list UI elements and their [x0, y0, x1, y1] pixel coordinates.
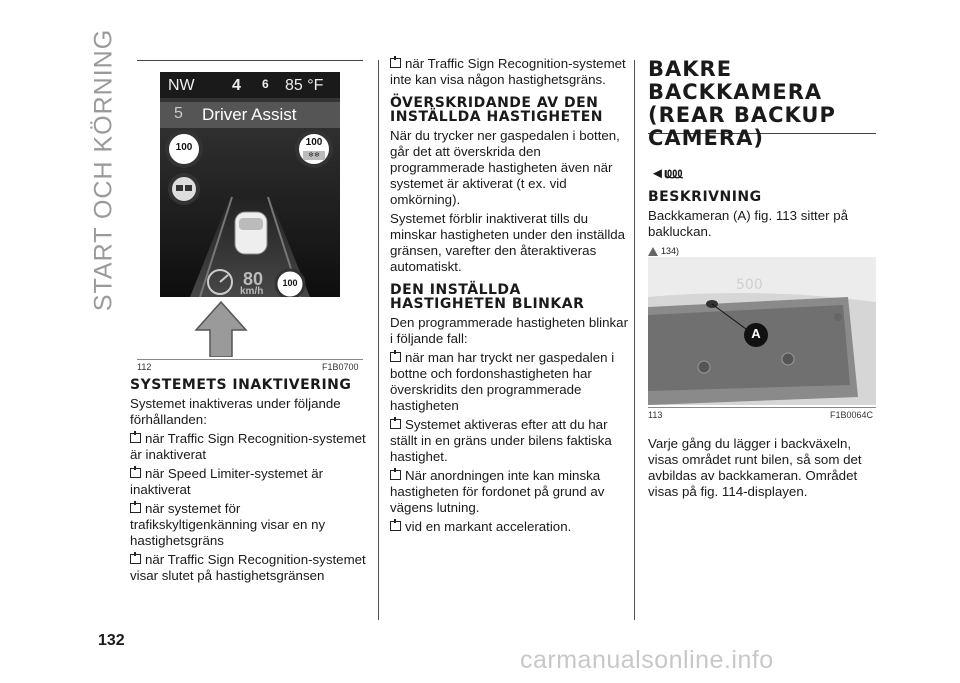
col1-intro: Systemet inaktiveras under följande förhållanden:	[130, 396, 341, 427]
list-item: när Traffic Sign Recognition-systemet visar slutet på hastighetsgränsen	[130, 552, 366, 583]
list-item: Systemet aktiveras efter att du har ställt in en gräns under bilens faktiska hastighet.	[390, 417, 612, 464]
list-item: När anordningen inte kan minska hastigheten för fordonet på grund av vägens lutning.	[390, 468, 605, 515]
figure-112-code: F1B0700	[322, 362, 359, 372]
figure-112-number: 112	[137, 362, 152, 372]
bullet-icon	[390, 419, 401, 429]
heading-overskridande: ÖVERSKRIDANDE AV DEN INSTÄLLDA HASTIGHETEN	[390, 95, 603, 125]
figure-113-rule	[648, 407, 876, 408]
speed-sign-bottom: 100	[282, 278, 298, 288]
column-divider-2	[634, 60, 635, 620]
bullet-icon	[390, 521, 401, 531]
callout-label-a: A	[751, 326, 761, 341]
warning-triangle-icon	[648, 247, 658, 256]
display-gear: 4	[232, 77, 241, 94]
bullet-icon	[130, 468, 141, 478]
bullet-icon	[390, 352, 401, 362]
col2-para3: Den programmerade hastigheten blinkar i följande fall:	[390, 315, 628, 346]
display-gear2: 6	[262, 77, 269, 91]
page-number: 132	[98, 632, 125, 649]
list-item: när Speed Limiter-systemet är inaktiverat	[130, 466, 324, 497]
display-heading: NW	[168, 77, 195, 94]
figure-112-rule	[137, 359, 363, 360]
list-item: vid en markant acceleration.	[390, 519, 630, 535]
svg-text:500: 500	[736, 277, 763, 293]
display-unit: km/h	[240, 286, 264, 297]
bullet-icon	[130, 503, 141, 513]
col3-para2: Varje gång du lägger i backväxeln, visas området runt bilen, så som det avbildas av backkameran. Området visas på fig. 114-displayen.	[648, 436, 862, 499]
display-speed: 80	[243, 269, 264, 289]
bullet-icon	[130, 433, 141, 443]
col3-para1: Backkameran (A) fig. 113 sitter på bakluckan.	[648, 208, 849, 239]
warning-note-1: 134)	[648, 243, 878, 259]
list-item: när Traffic Sign Recognition-systemet inte kan visa någon hastighetsgräns.	[390, 56, 626, 87]
watermark-text: carmanualsonline.info	[520, 646, 774, 674]
col2-para2: Systemet förblir inaktiverat tills du minskar hastigheten under den inställda gränsen, varefter den återaktiveras automatiskt.	[390, 211, 626, 274]
heading-systemets-inaktivering: SYSTEMETS INAKTIVERING	[130, 377, 352, 393]
figure-112-image	[160, 72, 340, 357]
column-divider-1	[378, 60, 379, 620]
display-menu-title: Driver Assist	[202, 105, 297, 124]
chapter-side-title: START OCH KÖRNING	[89, 28, 118, 312]
column-1	[130, 378, 370, 587]
display-temperature: 85 °F	[285, 77, 324, 94]
speed-sign-left: 100	[175, 142, 193, 153]
figure-113-code: F1B0064C	[830, 410, 874, 420]
list-item: när Traffic Sign Recognition-systemet är inaktiverat	[130, 431, 366, 462]
list-item: när man har tryckt ner gaspedalen i bottne och fordonshastigheten har överskridits den programmerade hastigheten	[390, 350, 615, 413]
snowflake-icon: ❄❄	[303, 151, 325, 160]
speed-sign-right: 100	[305, 137, 323, 148]
top-rule-col1	[137, 60, 363, 61]
list-item: när systemet för trafikskyltigenkänning visar en ny hastighetsgräns	[130, 501, 326, 548]
figure-113-number: 113	[648, 410, 663, 420]
column-3-bottom	[648, 436, 878, 503]
camera-icon: ◄ɩ⅏	[650, 165, 682, 182]
bullet-icon	[390, 470, 401, 480]
display-menu-number: 5	[174, 105, 183, 122]
bullet-icon	[130, 554, 141, 564]
heading-beskrivning: BESKRIVNING	[648, 189, 762, 205]
heading-hastigheten-blinkar: DEN INSTÄLLDA HASTIGHETEN BLINKAR	[390, 282, 585, 312]
bullet-icon	[390, 58, 401, 68]
section-title-bakre-backkamera: BAKRE BACKKAMERA (REAR BACKUP CAMERA)	[648, 57, 836, 150]
column-3	[648, 58, 878, 279]
figure-113-image	[648, 257, 876, 405]
col2-para1: När du trycker ner gaspedalen i botten, går det att överskrida den programmerade hastigheten även när systemet är aktiverat (t ex. vid omkörning).	[390, 128, 620, 207]
column-2	[390, 56, 630, 538]
